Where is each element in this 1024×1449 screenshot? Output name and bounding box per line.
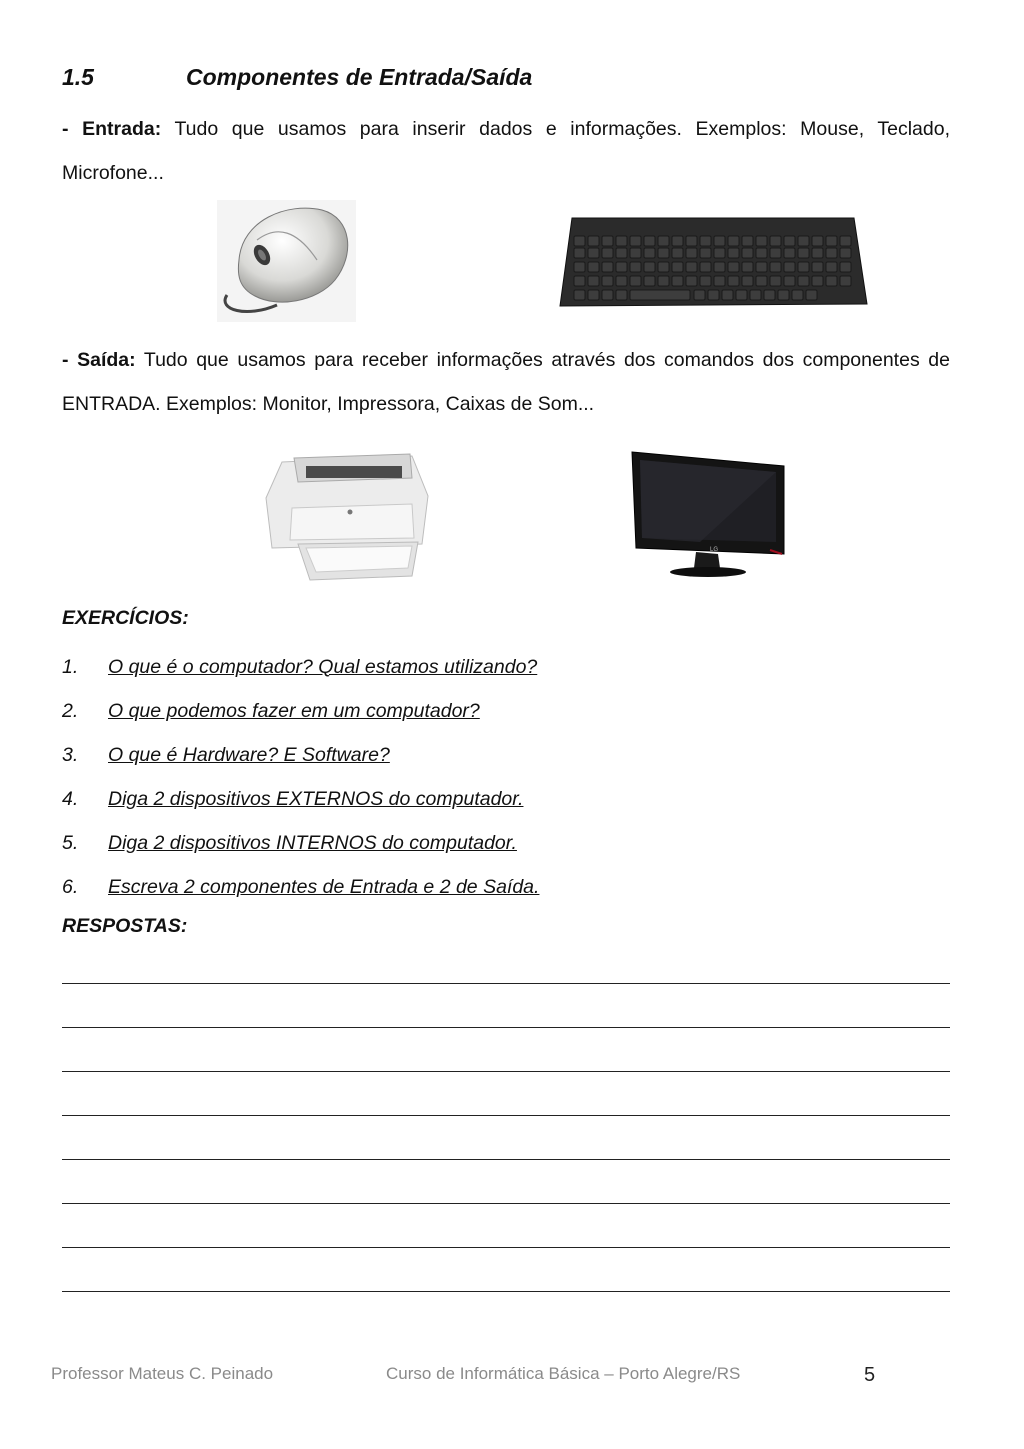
respostas-heading: RESPOSTAS:	[62, 915, 188, 937]
section-title: Componentes de Entrada/Saída	[186, 64, 533, 90]
section-number: 1.5	[62, 64, 94, 90]
exercicio-number: 4.	[62, 787, 79, 810]
answer-line[interactable]	[62, 1027, 950, 1028]
entrada-paragraph	[62, 107, 950, 195]
exercicio-item	[62, 733, 539, 777]
exercicio-number: 5.	[62, 831, 79, 854]
answer-line[interactable]	[62, 1071, 950, 1072]
answer-line[interactable]	[62, 1291, 950, 1292]
answer-line[interactable]	[62, 983, 950, 984]
printer-photo	[262, 448, 430, 582]
answer-line[interactable]	[62, 1203, 950, 1204]
page-number: 5	[864, 1364, 876, 1386]
section-heading	[62, 64, 532, 91]
exercicio-question: Escreva 2 componentes de Entrada e 2 de Saída.	[108, 875, 540, 898]
exercicio-question: Diga 2 dispositivos INTERNOS do computador.	[108, 831, 517, 854]
mouse-photo	[217, 200, 356, 322]
monitor-brand-label: LG	[710, 547, 719, 553]
exercicio-item	[62, 777, 539, 821]
monitor-photo	[630, 450, 786, 580]
exercicio-item	[62, 645, 539, 689]
exercicio-number: 3.	[62, 743, 79, 766]
exercicios-heading: EXERCÍCIOS:	[62, 607, 189, 629]
saida-text: Tudo que usamos para receber informações através dos comandos dos componentes de ENTRADA. Exemplos: Monitor, Impressora, Caixas de Som...	[62, 349, 950, 415]
exercicio-question: O que é o computador? Qual estamos utilizando?	[108, 655, 538, 678]
answer-line[interactable]	[62, 1159, 950, 1160]
answer-line[interactable]	[62, 1247, 950, 1248]
saida-label: - Saída:	[62, 349, 136, 371]
keyboard-photo	[558, 214, 869, 310]
entrada-text: Tudo que usamos para inserir dados e informações. Exemplos: Mouse, Teclado, Microfone...	[62, 118, 950, 184]
exercicio-item	[62, 821, 539, 865]
exercicio-item	[62, 865, 539, 909]
footer-author: Professor Mateus C. Peinado	[51, 1364, 274, 1383]
exercicio-item	[62, 689, 539, 733]
exercicio-number: 2.	[62, 699, 79, 722]
exercicio-number: 1.	[62, 655, 79, 678]
entrada-label: - Entrada:	[62, 118, 162, 140]
footer-course: Curso de Informática Básica – Porto Alegre/RS	[386, 1364, 741, 1383]
exercicio-question: O que podemos fazer em um computador?	[108, 699, 480, 722]
exercicio-number: 6.	[62, 875, 79, 898]
exercicio-question: Diga 2 dispositivos EXTERNOS do computador.	[108, 787, 524, 810]
exercicio-question: O que é Hardware? E Software?	[108, 743, 390, 766]
answer-line[interactable]	[62, 1115, 950, 1116]
exercicios-list	[62, 645, 539, 909]
saida-paragraph	[62, 338, 950, 426]
